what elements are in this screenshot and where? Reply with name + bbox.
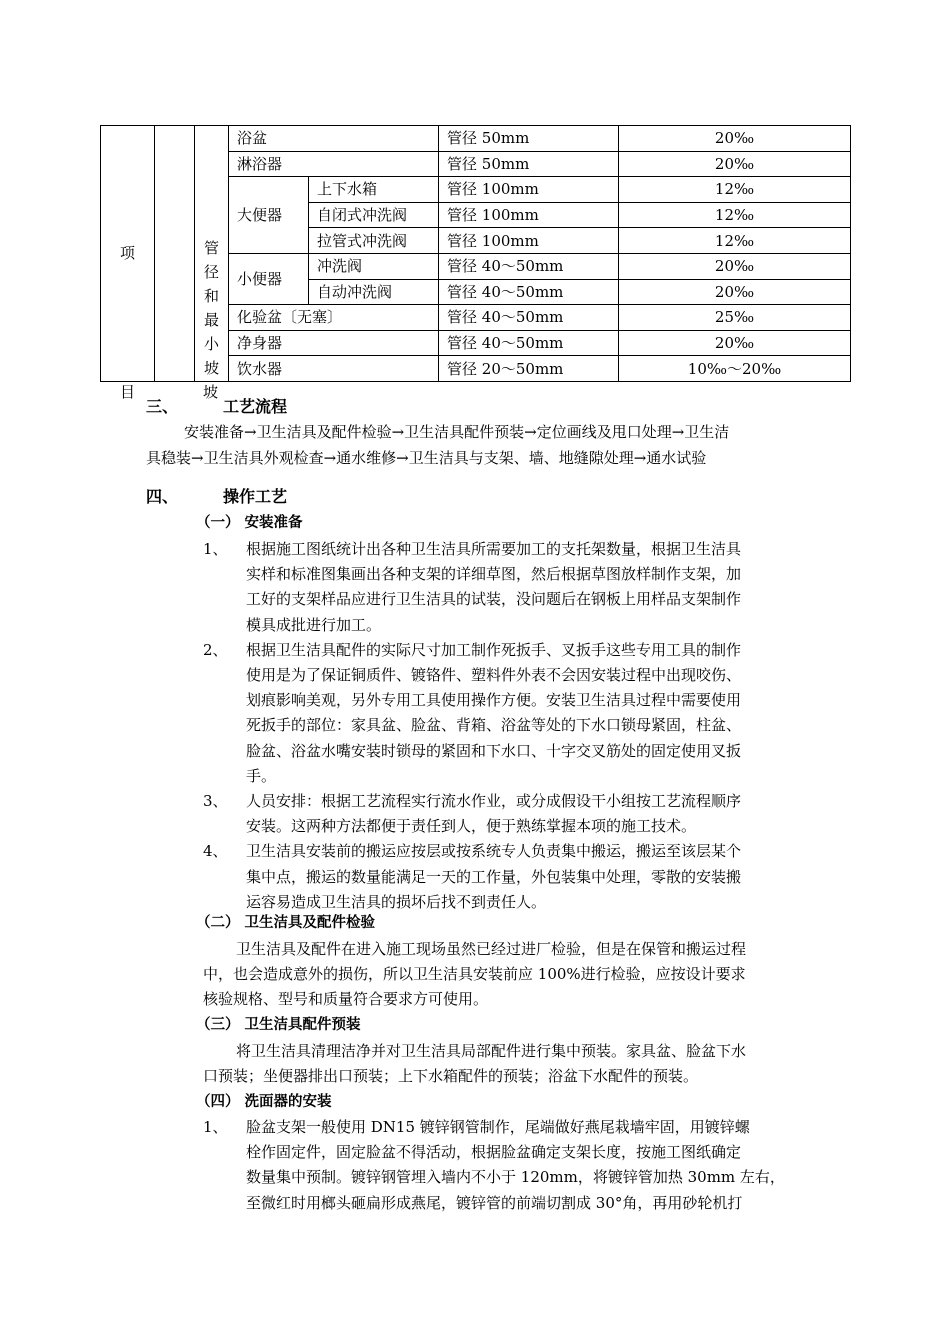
list-item-line: 划痕影响美观，另外专用工具使用操作方便。安装卫生洁具过程中需要使用 (246, 691, 742, 710)
list-item-line: 实样和标准图集画出各种支架的详细草图，然后根据草图放样制作支架，加 (246, 565, 742, 584)
subsection3-title: （三） 卫生洁具配件预装 (196, 1017, 361, 1033)
sub2-line-1: 卫生洁具及配件在进入施工现场虽然已经过进厂检验，但是在保管和搬运过程 (236, 940, 747, 958)
min-slope: 20‰ (619, 330, 851, 356)
fixture-subtype: 拉管式冲洗阀 (309, 228, 439, 254)
flow-line-1: 安装准备→卫生洁具及配件检验→卫生洁具配件预装→定位画线及甩口处理→卫生洁 (184, 423, 730, 441)
fixture-name: 饮水器 (229, 356, 439, 382)
flow-line-2: 具稳装→卫生洁具外观检查→通水维修→卫生洁具与支架、墙、地缝隙处理→通水试验 (146, 449, 707, 467)
fixture-group: 大便器 (229, 177, 309, 254)
fixture-subtype: 上下水箱 (309, 177, 439, 203)
list-item-line: 安装。这两种方法都便于责任到人，便于熟练掌握本项的施工技术。 (246, 817, 697, 836)
list-number: 4、 (203, 842, 228, 861)
pipe-diameter: 管径 40～50mm (439, 253, 619, 279)
list-item-line: 数量集中预制。镀锌钢管埋入墙内不小于 120mm，将镀锌管加热 30mm 左右， (246, 1168, 785, 1187)
min-slope: 20‰ (619, 151, 851, 177)
pipe-diameter: 管径 50mm (439, 151, 619, 177)
min-slope: 25‰ (619, 305, 851, 331)
section3-number: 三、 (146, 397, 179, 416)
drainage-pipe-table (100, 125, 851, 382)
pipe-diameter: 管径 40～50mm (439, 279, 619, 305)
list-item-line: 工好的支架样品应进行卫生洁具的试装，没问题后在钢板上用样品支架制作 (246, 590, 742, 609)
list-number: 3、 (203, 792, 228, 810)
list-item-line: 使用是为了保证铜质件、镀铬件、塑料件外表不会因安装过程中出现咬伤、 (246, 666, 742, 684)
fixture-group: 小便器 (229, 253, 309, 304)
table-group-label (195, 126, 229, 382)
list-item-line: 人员安排：根据工艺流程实行流水作业，或分成假设干小组按工艺流程顺序 (246, 792, 742, 810)
min-slope: 20‰ (619, 253, 851, 279)
fixture-name: 浴盆 (229, 126, 439, 152)
list-item-line: 模具成批进行加工。 (246, 615, 382, 634)
sub2-line-2: 中，也会造成意外的损伤，所以卫生洁具安装前应 100%进行检验，应按设计要求 (203, 965, 746, 983)
min-slope: 12‰ (619, 228, 851, 254)
min-slope: 12‰ (619, 177, 851, 203)
subsection4-title: （四） 洗面器的安装 (196, 1094, 332, 1110)
pipe-diameter: 管径 20～50mm (439, 356, 619, 382)
table-label-xiang: 项 (101, 126, 155, 382)
pipe-diameter: 管径 100mm (439, 177, 619, 203)
list-item-line: 卫生洁具安装前的搬运应按层或按系统专人负责集中搬运，搬运至该层某个 (246, 842, 742, 861)
list-item-line: 根据施工图纸统计出各种卫生洁具所需要加工的支托架数量，根据卫生洁具 (246, 540, 742, 558)
list-item-line: 运容易造成卫生洁具的损坏后找不到责任人。 (246, 892, 547, 911)
subsection1-title: （一） 安装准备 (196, 515, 303, 531)
list-item-line: 集中点，搬运的数量能满足一天的工作量，外包装集中处理，零散的安装搬 (246, 867, 742, 886)
fixture-subtype: 自动冲洗阀 (309, 279, 439, 305)
min-slope: 20‰ (619, 126, 851, 152)
min-slope: 10‰～20‰ (619, 356, 851, 382)
pipe-diameter: 管径 100mm (439, 202, 619, 228)
list-number: 1、 (203, 540, 228, 558)
fixture-name: 净身器 (229, 330, 439, 356)
list-item-line: 根据卫生洁具配件的实际尺寸加工制作死扳手、叉扳手这些专用工具的制作 (246, 640, 742, 659)
fixture-name: 淋浴器 (229, 151, 439, 177)
table-label-mu: 目 (120, 383, 136, 401)
section4-title: 操作工艺 (223, 487, 288, 506)
table-label-po: 坡 (203, 383, 219, 401)
list-item-line: 手。 (246, 766, 277, 785)
pipe-diameter: 管径 40～50mm (439, 330, 619, 356)
group-label-text: 管径和最小坡 (203, 239, 219, 378)
subsection2-title: （二） 卫生洁具及配件检验 (196, 915, 376, 931)
sub2-line-3: 核验规格、型号和质量符合要求方可使用。 (203, 990, 489, 1008)
min-slope: 20‰ (619, 279, 851, 305)
list-item-line: 死扳手的部位：家具盆、脸盆、背箱、浴盆等处的下水口锁母紧固，柱盆、 (246, 716, 742, 735)
sub3-line-2: 口预装；坐便器排出口预装；上下水箱配件的预装；浴盆下水配件的预装。 (203, 1067, 699, 1085)
list-number: 1、 (203, 1118, 228, 1136)
fixture-name: 化验盆〔无塞〕 (229, 305, 439, 331)
list-item-line: 脸盆支架一般使用 DN15 镀锌钢管制作，尾端做好燕尾栽墙牢固，用镀锌螺 (246, 1118, 750, 1136)
section3-title: 工艺流程 (223, 397, 288, 416)
table-blank-col (155, 126, 195, 382)
list-item-line: 至微红时用榔头砸扁形成燕尾，镀锌管的前端切割成 30°角，再用砂轮机打 (246, 1193, 743, 1212)
pipe-diameter: 管径 50mm (439, 126, 619, 152)
table-row (101, 126, 851, 152)
sub3-line-1: 将卫生洁具清理洁净并对卫生洁具局部配件进行集中预装。家具盆、脸盆下水 (236, 1042, 747, 1060)
fixture-subtype: 冲洗阀 (309, 253, 439, 279)
list-item-line: 栓作固定件，固定脸盆不得活动，根据脸盆确定支架长度，按施工图纸确定 (246, 1143, 742, 1162)
min-slope: 12‰ (619, 202, 851, 228)
list-item-line: 脸盆、浴盆水嘴安装时锁母的紧固和下水口、十字交叉筋处的固定使用叉扳 (246, 741, 742, 760)
section4-number: 四、 (146, 487, 179, 506)
list-number: 2、 (203, 640, 228, 659)
fixture-subtype: 自闭式冲洗阀 (309, 202, 439, 228)
pipe-diameter: 管径 40～50mm (439, 305, 619, 331)
pipe-diameter: 管径 100mm (439, 228, 619, 254)
